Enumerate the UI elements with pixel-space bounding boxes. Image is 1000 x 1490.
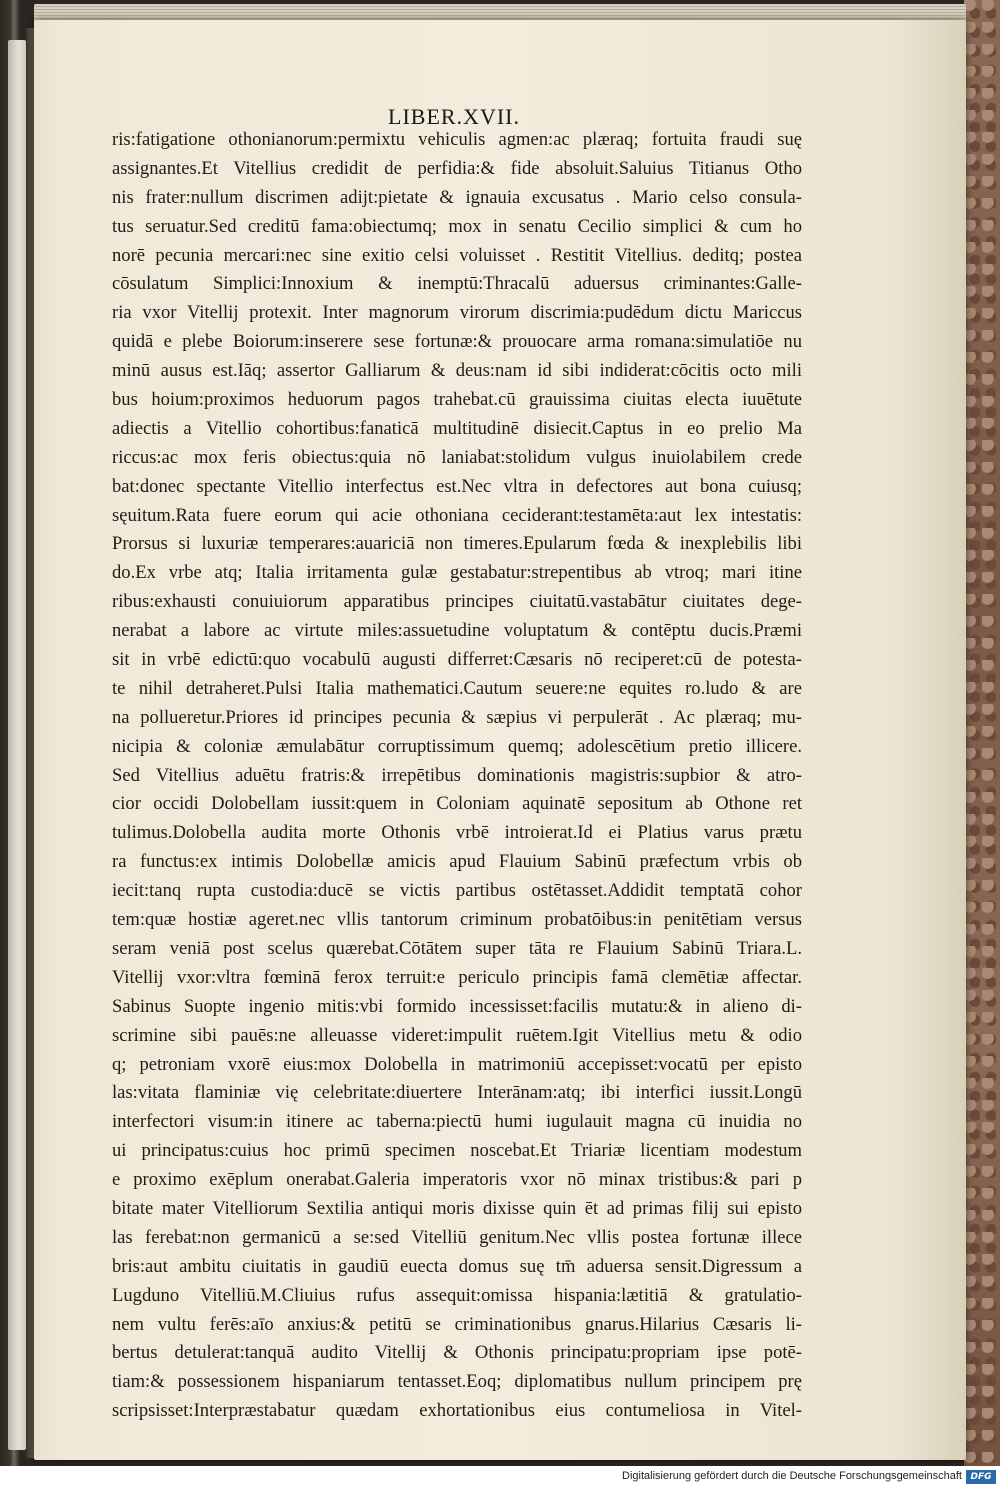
text-line: sęuitum.Rata fuere eorum qui acie othoniana ceciderant:testamēta:aut lex intestatis: [112,504,802,526]
running-head: LIBER.XVII. [388,104,520,129]
text-line: tiam:& possessionem hispaniarum tentasset.Eoq; diplomatibus nullum principem prę [112,1371,802,1393]
text-line: bris:aut ambitu ciuitatis in gaudiū euecta domus suę tm̄ aduersa sensit.Digressum a [112,1255,802,1277]
text-line: te nihil detraheret.Pulsi Italia mathematici.Cautum seuere:ne equites ro.ludo & are [112,677,802,699]
text-line: ria vxor Vitellij protexit. Inter magnorum virorum discrimia:pudēdum dictu Mariccus [112,302,802,324]
text-line: na pollueretur.Priores id principes pecunia & sæpius vi perpulerāt . Ac plæraq; mu- [112,706,802,728]
text-line: norē pecunia mercari:nec sine exitio celsi voluisset . Restitit Vitellius. deditq; postea [112,244,802,266]
text-line: Vitellij vxor:vltra fœminā ferox terruit:e periculo principis famā clemētiæ affectar. [112,966,802,988]
text-line: Prorsus si luxuriæ temperares:auariciā non timeres.Epularum fœda & inexplebilis libi [112,533,802,555]
text-line: Sabinus Suopte ingenio mitis:vbi formido incessisset:facilis mutatu:& in alieno di- [112,995,802,1017]
text-line: interfectori visum:in itinere ac taberna:piectū humi iugulauit magna cū inuidia no [112,1111,802,1133]
text-line: tulimus.Dolobella audita morte Othonis vrbē introierat.Id ei Platius varus prætu [112,822,802,844]
text-line: scripsisset:Interpræstabatur quædam exhortationibus eius contumeliosa in Vitel- [112,1400,802,1422]
marbled-cover [964,0,1000,1466]
text-line: seram veniā post scelus quærebat.Cōtātem super tāta re Flauium Sabinū Triara.L. [112,937,802,959]
text-line: q; petroniam vxorē eius:mox Dolobella in matrimoniū accepisset:vocatū per episto [112,1053,802,1075]
footer-bar [0,1466,1000,1490]
text-line: adiectis a Vitellio cohortibus:fanaticā multitudinē disiecit.Captus in eo prelio Ma [112,417,802,439]
text-line: nerabat a labore ac virtute miles:assuetudine voluptatum & contēptu ducis.Præmi [112,620,802,642]
text-line: sit in vrbē edictū:quo vocabulū augusti differret:Cæsaris nō reciperet:cū de potesta- [112,649,802,671]
text-line: do.Ex vrbe atq; Italia irritamenta gulæ gestabatur:strepentibus ab vtroq; mari itine [112,562,802,584]
dfg-logo: DFG [966,1470,996,1484]
text-line: scrimine sibi pauēs:ne alleuasse videret:impulit ruētem.Igit Vitellius metu & odio [112,1024,802,1046]
text-line: las:vitata flaminiæ vię celebritate:diuertere Interānam:atq; ibi interfici iussit.Longū [112,1082,802,1104]
text-line: nicipia & coloniæ æmulabātur corruptissimum quemq; adolescētium pretio illicere. [112,735,802,757]
text-line: ra functus:ex intimis Dolobellæ amicis apud Flauium Sabinū præfectum vrbis ob [112,851,802,873]
text-line: cōsulatum Simplici:Innoxium & inemptū:Thracalū aduersus criminantes:Galle- [112,273,802,295]
text-line: quidā e plebe Boiorum:inserere sese fortunæ:& prouocare arma romana:simulatiōe nu [112,331,802,353]
text-line: tus seruatur.Sed creditū fama:obiectumq; mox in senatu Cecilio simplici & cum ho [112,215,802,237]
text-line: bat:donec spectante Vitellio interfectus est.Nec vltra in defectores aut bona cuiusq; [112,475,802,497]
text-line: bertus detulerat:tanquā audito Vitellij & Othonis principatu:propriam ipse potē- [112,1342,802,1364]
text-line: nis frater:nullum discrimen adijt:pietate & ignauia excusatus . Mario celso consula- [112,186,802,208]
text-line: ris:fatigatione othonianorum:permixtu vehiculis agmen:ac plæraq; fortuita fraudi suę [112,129,802,150]
text-line: minū ausus est.Iāq; assertor Galliarum & deus:nam id sibi indiderat:cōcitis octo mili [112,360,802,382]
text-line: riccus:ac mox feris obiectus:quia nō laniabat:stolidum vulgus inuiolabilem crede [112,446,802,468]
text-line: e proximo exēplum onerabat.Galeria imperatoris vxor nō minax tristibus:& pari p [112,1169,802,1191]
text-line: bus hoium:proximos heduorum pagos trahebat.cū grauissima ciuitas electa iuuētute [112,389,802,411]
text-line: Lugduno Vitelliū.M.Cliuius rufus assequit:omissa hispania:lætitiā & gratulatio- [112,1284,802,1306]
text-line: ui principatus:cuius hoc primū specimen noscebat.Et Triariæ licentiam modestum [112,1140,802,1162]
text-line: tem:quæ hostiæ ageret.nec vllis tantorum criminum probatōibus:in penitētiam versus [112,909,802,931]
text-line: cior occidi Dolobellam iussit:quem in Coloniam aquinatē sepositum ab Othone ret [112,793,802,815]
footer-credit: Digitalisierung gefördert durch die Deutsche Forschungsgemeinschaft [622,1470,962,1482]
text-line: Sed Vitellius aduētu fratris:& irrepētibus dominationis magistris:supbior & atro- [112,764,802,786]
text-line: ribus:exhausti conuiuiorum apparatibus principes ciuitatū.vastabātur ciuitates dege- [112,591,802,613]
preceding-page-edge [8,40,26,1450]
book-binding [26,28,34,1458]
text-line: assignantes.Et Vitellius credidit de perfidia:& fide absoluit.Saluius Titianus Otho [112,157,802,179]
text-line: iecit:tanq rupta custodia:ducē se victis partibus ostētasset.Addidit temptatā cohor [112,880,802,902]
text-line: las ferebat:non germanicū a se:sed Vitelliū genitum.Nec vllis postea fortunæ illece [112,1226,802,1248]
text-line: nem vultu ferēs:aīo anxius:& petitū se criminationibus gnarus.Hilarius Cæsaris li- [112,1313,802,1335]
text-block [112,126,802,1426]
text-line: bitate mater Vitelliorum Sextilia antiqui moris dixisse quin ēt ad primas filij sui episto [112,1197,802,1219]
